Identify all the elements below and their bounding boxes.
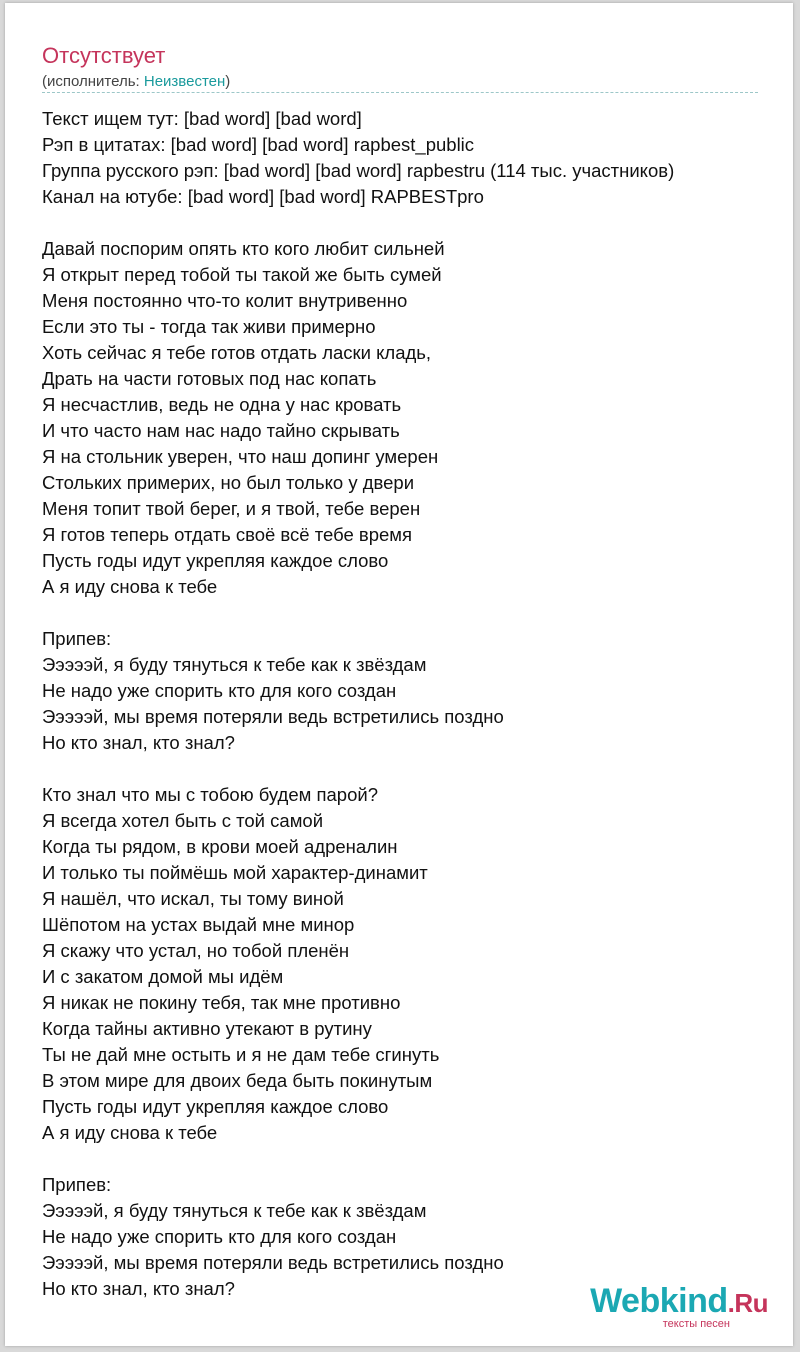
lyric-line: Не надо уже спорить кто для кого создан [42,680,397,701]
lyric-line: Ты не дай мне остыть и я не дам тебе сгинуть [42,1044,440,1065]
lyric-line: Я всегда хотел быть с той самой [42,810,324,831]
lyric-line: Рэп в цитатах: [bad word] [bad word] rapbest_public [42,134,475,155]
lyric-line: Меня постоянно что-то колит внутривенно [42,290,408,311]
lyric-line: Эээээй, мы время потеряли ведь встретились поздно [42,706,504,727]
lyric-line: Шёпотом на устах выдай мне минор [42,914,355,935]
lyric-line: Я на стольник уверен, что наш допинг умерен [42,446,439,467]
lyric-line: Давай поспорим опять кто кого любит сильней [42,238,445,259]
artist-line [42,73,230,91]
logo-wordmark [590,1284,768,1320]
lyric-line: Текст ищем тут: [bad word] [bad word] [42,108,362,129]
artist-suffix: ) [225,73,231,90]
artist-link[interactable]: Неизвестен [143,73,226,90]
lyric-line: Но кто знал, кто знал? [42,1278,235,1299]
lyrics-block-verse-2 [42,782,782,1146]
song-title: Отсутствует [42,43,166,68]
lyric-line: Пусть годы идут укрепляя каждое слово [42,550,389,571]
lyric-line: Драть на части готовых под нас копать [42,368,377,389]
lyric-line: Группа русского рэп: [bad word] [bad word] rapbestru (114 тыс. участников) [42,160,675,181]
artist-prefix: (исполнитель: [42,73,144,90]
lyric-line: Но кто знал, кто знал? [42,732,235,753]
lyric-line: А я иду снова к тебе [42,1122,218,1143]
lyric-line: Припев: [42,628,112,649]
lyric-line: Я несчастлив, ведь не одна у нас кровать [42,394,402,415]
lyric-line: И с закатом домой мы идём [42,966,284,987]
lyric-line: Если это ты - тогда так живи примерно [42,316,376,337]
lyric-line: Эээээй, я буду тянуться к тебе как к звёздам [42,654,427,675]
lyric-line: Кто знал что мы с тобою будем парой? [42,784,378,805]
logo-tagline: тексты песен [662,1318,730,1330]
lyric-line: Я нашёл, что искал, ты тому виной [42,888,344,909]
lyrics-page [5,3,793,1346]
lyric-line: Я никак не покину тебя, так мне противно [42,992,401,1013]
lyric-line: Я готов теперь отдать своё всё тебе время [42,524,413,545]
lyric-line: Когда тайны активно утекают в рутину [42,1018,372,1039]
lyric-line: В этом мире для двоих беда быть покинутым [42,1070,433,1091]
lyrics-body [42,106,782,1302]
lyric-line: Эээээй, мы время потеряли ведь встретились поздно [42,1252,504,1273]
blank-line [42,210,782,236]
lyric-line: И что часто нам нас надо тайно скрывать [42,420,400,441]
lyrics-block-verse-1 [42,236,782,600]
lyric-line: Припев: [42,1174,112,1195]
blank-line [42,1146,782,1172]
lyric-line: Я открыт перед тобой ты такой же быть сумей [42,264,442,285]
logo-main-text: Webkind [590,1282,728,1320]
lyric-line: Не надо уже спорить кто для кого создан [42,1226,397,1247]
lyric-line: Канал на ютубе: [bad word] [bad word] RAPBESTpro [42,186,484,207]
lyrics-block-chorus-1 [42,626,782,756]
title-divider [42,92,758,93]
logo-tld: .Ru [727,1288,768,1318]
lyric-line: Я скажу что устал, но тобой пленён [42,940,350,961]
lyric-line: Эээээй, я буду тянуться к тебе как к звёздам [42,1200,427,1221]
site-logo[interactable] [590,1284,768,1330]
lyric-line: Пусть годы идут укрепляя каждое слово [42,1096,389,1117]
lyric-line: Меня топит твой берег, и я твой, тебе верен [42,498,421,519]
blank-line [42,600,782,626]
lyric-line: Когда ты рядом, в крови моей адреналин [42,836,398,857]
lyrics-block-intro [42,106,782,210]
lyric-line: И только ты поймёшь мой характер-динамит [42,862,428,883]
lyric-line: Стольких примерих, но был только у двери [42,472,415,493]
lyric-line: Хоть сейчас я тебе готов отдать ласки кладь, [42,342,432,363]
lyric-line: А я иду снова к тебе [42,576,218,597]
blank-line [42,756,782,782]
